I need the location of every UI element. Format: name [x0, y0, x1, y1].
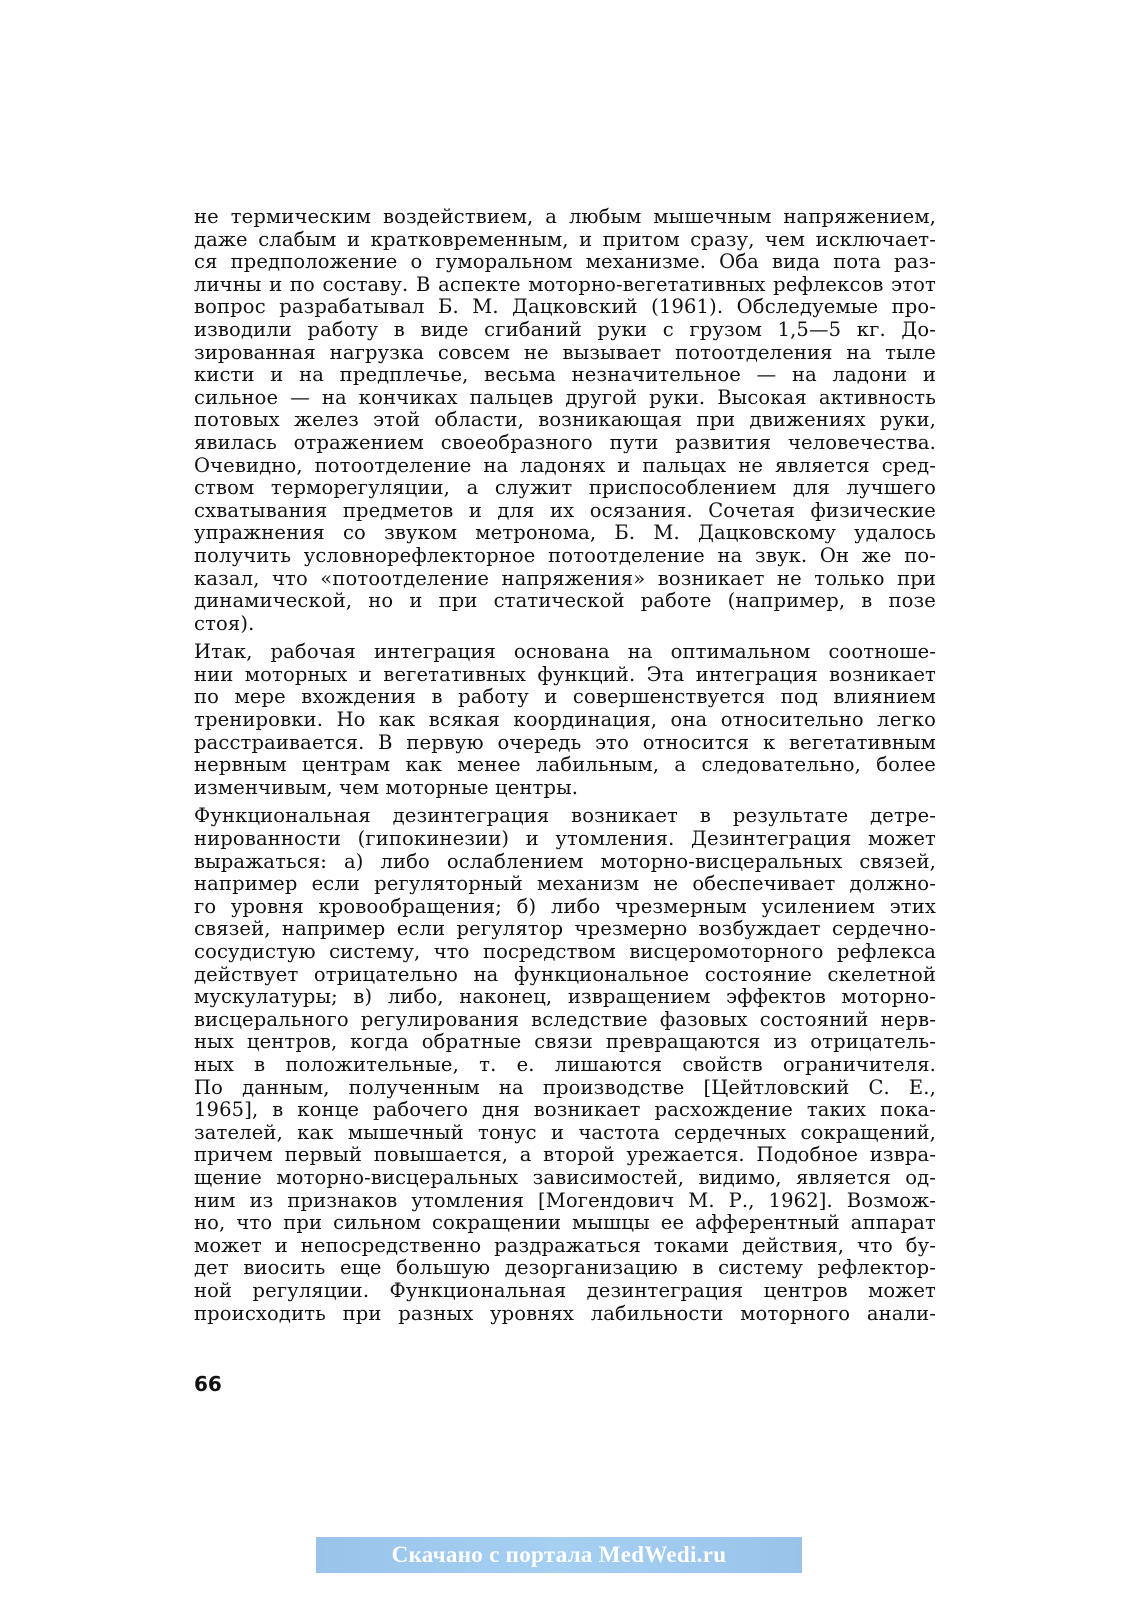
text-line: ся предположение о гуморальном механизме. Оба вида пота раз- [194, 250, 936, 274]
text-line: ных в положительные, т. е. лишаются свойств ограничителя. [194, 1052, 936, 1076]
text-line: связей, например если регулятор чрезмерно возбуждает сердечно- [194, 917, 936, 941]
text-line: тренировки. Но как всякая координация, она относительно легко [194, 708, 936, 732]
body-text [194, 206, 936, 1325]
text-line: ной регуляции. Функциональная дезинтеграция центров может [194, 1278, 936, 1302]
text-line: сильное — на кончиках пальцев другой руки. Высокая активность [194, 385, 936, 409]
text-line: получить условнорефлекторное потоотделение на звук. Он же по- [194, 543, 936, 567]
text-line: действует отрицательно на функциональное состояние скелетной [194, 962, 936, 986]
text-line: сосудистую систему, что посредством висцеромоторного рефлекса [194, 940, 936, 963]
text-line: Функциональная дезинтеграция возникает в результате детре- [194, 804, 936, 828]
page-number: 66 [194, 1372, 222, 1396]
text-line: нированности (гипокинезии) и утомления. Дезинтеграция может [194, 827, 936, 851]
text-line: Итак, рабочая интеграция основана на оптимальном соотноше- [194, 640, 936, 664]
text-line: вопрос разрабатывал Б. М. Дацковский (1961). Обследуемые про- [194, 295, 936, 319]
text-line: динамической, но и при статической работе (например, в позе [194, 589, 936, 613]
text-line: потовых желез этой области, возникающая при движениях руки, [194, 408, 936, 432]
text-line: изменчивым, чем моторные центры. [194, 775, 579, 799]
text-line: казал, что «потоотделение напряжения» возникает не только при [194, 566, 936, 590]
text-line: личны и по составу. В аспекте моторно-вегетативных рефлексов этот [194, 272, 936, 296]
text-line: мускулатуры; в) либо, наконец, извращением эффектов моторно- [194, 985, 936, 1009]
text-line: например если регуляторный механизм не обеспечивает должно- [194, 872, 936, 896]
text-line: нервным центрам как менее лабильным, а следовательно, более [194, 753, 936, 777]
text-line: ством терморегуляции, а служит приспособлением для лучшего [194, 476, 936, 500]
watermark-text: Скачано с портала MedWedi.ru [391, 1542, 727, 1567]
text-line: упражнения со звуком метронома, Б. М. Дацковскому удалось [194, 521, 936, 545]
text-line: но, что при сильном сокращении мышцы ее афферентный аппарат [194, 1211, 936, 1235]
text-line: ним из признаков утомления [Могендович М. Р., 1962]. Возмож- [194, 1188, 936, 1212]
text-line: зателей, как мышечный тонус и частота сердечных сокращений, [194, 1120, 936, 1144]
text-line: изводили работу в виде сгибаний руки с грузом 1,5—5 кг. До- [194, 317, 936, 341]
text-line: зированная нагрузка совсем не вызывает потоотделения на тыле [194, 340, 936, 364]
text-line: ных центров, когда обратные связи превращаются из отрицатель- [194, 1030, 936, 1054]
text-line: явилась отражением своеобразного пути развития человечества. [194, 430, 936, 454]
text-line: по мере вхождения в работу и совершенствуется под влиянием [194, 685, 936, 709]
text-line: нии моторных и вегетативных функций. Эта интеграция возникает [194, 662, 936, 686]
text-line: 1965], в конце рабочего дня возникает расхождение таких пока- [194, 1098, 936, 1122]
text-line: не термическим воздействием, а любым мышечным напряжением, [194, 205, 936, 228]
text-line: происходить при разных уровнях лабильности моторного анали- [194, 1301, 936, 1325]
text-line: По данным, полученным на производстве [Цейтловский С. Е., [194, 1075, 936, 1099]
text-line: стоя). [194, 611, 255, 635]
text-line: Очевидно, потоотделение на ладонях и пальцах не является сред- [194, 453, 936, 477]
text-line: может и непосредственно раздражаться токами действия, что бу- [194, 1233, 936, 1257]
text-line: даже слабым и кратковременным, и притом сразу, чем исключает- [194, 227, 936, 251]
text-line: висцерального регулирования вследствие фазовых состояний нерв- [194, 1007, 936, 1031]
text-line: го уровня кровообращения; б) либо чрезмерным усилением этих [194, 894, 936, 918]
text-line: щение моторно-висцеральных зависимостей, видимо, является од- [194, 1165, 936, 1189]
text-line: выражаться: а) либо ослаблением моторно-висцеральных связей, [194, 849, 936, 873]
watermark-banner [316, 1537, 802, 1573]
text-line: причем первый повышается, а второй урежается. Подобное извра- [194, 1143, 936, 1167]
text-line: дет виосить еще большую дезорганизацию в систему рефлектор- [194, 1256, 936, 1280]
text-line: кисти и на предплечье, весьма незначительное — на ладони и [194, 363, 936, 387]
text-line: расстраивается. В первую очередь это относится к вегетативным [194, 730, 936, 754]
text-line: схватывания предметов и для их осязания. Сочетая физические [194, 498, 936, 522]
